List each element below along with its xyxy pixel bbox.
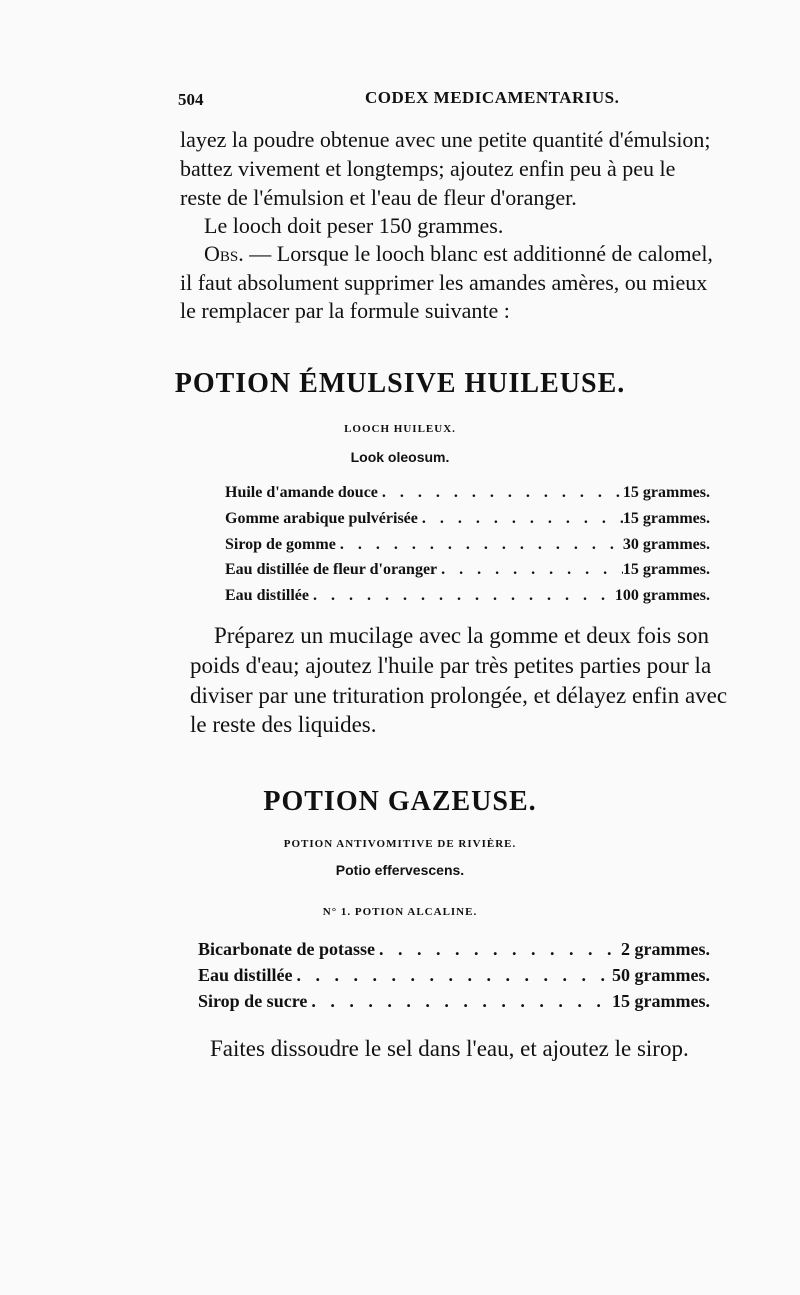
latin-name: Look oleosum. [350,449,450,465]
recipe-subheading: N° 1. POTION ALCALINE. [322,906,478,918]
section-subtitle: LOOCH HUILEUX. [344,423,456,435]
ingredient-quantity: 50 grammes. [612,965,710,985]
section-title: POTION GAZEUSE. [263,786,537,817]
instruction-line: poids d'eau; ajoutez l'huile par très petites parties pour la [190,653,712,678]
ingredient-name: Eau distillée [198,965,293,985]
ingredient-name: Eau distillée [225,587,310,604]
ingredient-name: Sirop de sucre [198,991,308,1011]
ingredient-name: Eau distillée de fleur d'oranger [225,561,438,578]
paragraph-line: layez la poudre obtenue avec une petite quantité d'émulsion; [180,127,711,152]
ingredient-row [225,484,710,502]
leader-dots [375,939,621,960]
running-head: CODEX MEDICAMENTARIUS. [365,88,620,107]
leader-dots [437,561,623,579]
instruction-line: Préparez un mucilage avec la gomme et deux fois son [214,623,709,648]
ingredient-row [225,536,710,554]
ingredient-name: Sirop de gomme [225,536,336,553]
leader-dots [378,484,623,502]
ingredient-row [225,510,710,528]
obs-line: il faut absolument supprimer les amandes amères, ou mieux [180,270,708,295]
ingredient-name: Huile d'amande douce [225,484,378,501]
instruction-line: diviser par une trituration prolongée, et délayez enfin avec [190,683,728,708]
instruction-line: le reste des liquides. [190,712,377,737]
obs-label: Obs. [204,241,244,266]
paragraph-line: Le looch doit peser 150 grammes. [204,213,504,238]
ingredient-quantity: 2 grammes. [621,939,710,959]
obs-text: — Lorsque le looch blanc est additionné de calomel, [249,241,713,266]
ingredient-row [198,965,710,986]
section-subtitle: POTION ANTIVOMITIVE DE RIVIÈRE. [283,838,517,850]
latin-name: Potio effervescens. [335,862,465,878]
leader-dots [418,510,623,528]
paragraph-line: battez vivement et longtemps; ajoutez enfin peu à peu le [180,156,676,181]
ingredient-row [225,587,710,605]
ingredient-row [198,991,710,1012]
ingredient-quantity: 15 grammes. [622,510,710,527]
instruction-line: Faites dissoudre le sel dans l'eau, et ajoutez le sirop. [210,1036,689,1061]
ingredient-row [198,939,710,960]
ingredient-name: Gomme arabique pulvérisée [225,510,418,527]
ingredient-quantity: 15 grammes. [622,484,710,501]
leader-dots [309,587,615,605]
section-title: POTION ÉMULSIVE HUILEUSE. [174,368,626,399]
ingredient-name: Bicarbonate de potasse [198,939,375,959]
ingredient-quantity: 15 grammes. [612,991,710,1011]
page-number: 504 [178,90,204,109]
obs-line: le remplacer par la formule suivante : [180,298,510,323]
leader-dots [336,536,623,554]
leader-dots [293,965,613,986]
leader-dots [307,991,612,1012]
ingredient-quantity: 100 grammes. [614,587,710,604]
obs-line [204,241,713,267]
ingredient-quantity: 30 grammes. [622,536,710,553]
ingredient-quantity: 15 grammes. [622,561,710,578]
ingredient-row [225,561,710,579]
paragraph-line: reste de l'émulsion et l'eau de fleur d'oranger. [180,185,577,210]
